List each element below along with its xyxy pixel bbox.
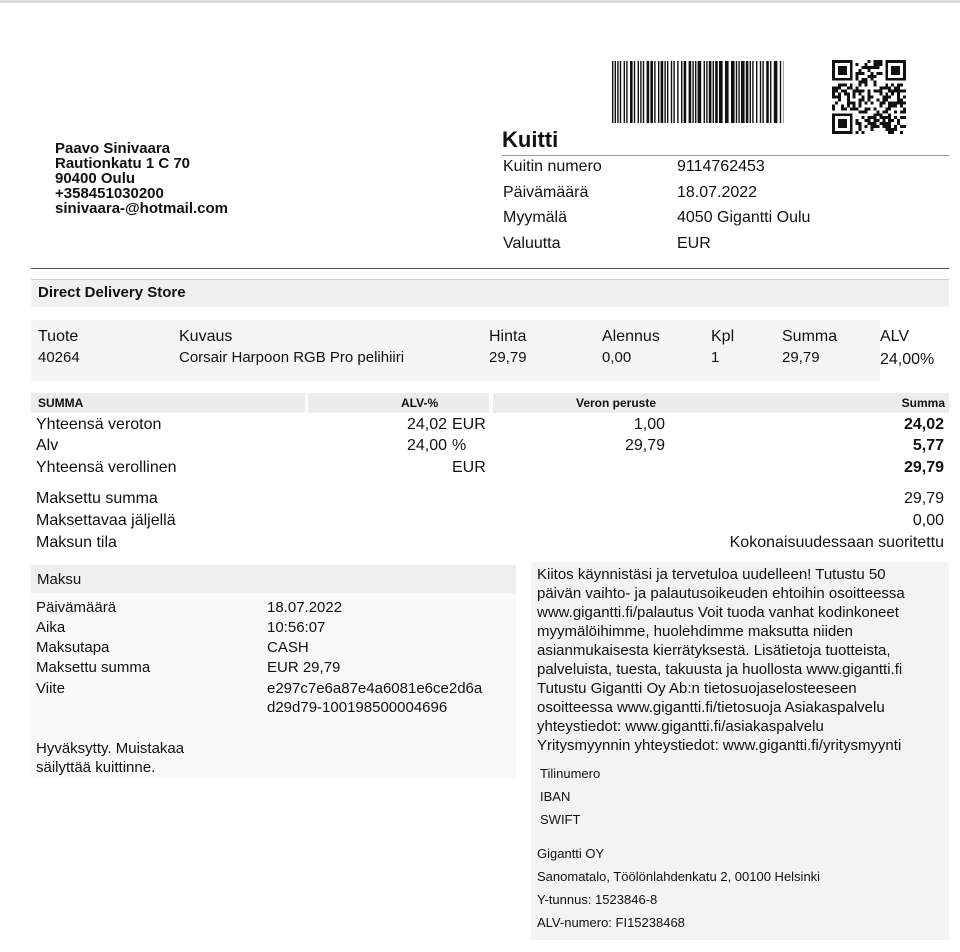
summary-unit: % (452, 437, 467, 454)
col-header-discount: Alennus (602, 328, 660, 345)
payment-amount-value: EUR 29,79 (267, 659, 341, 676)
thank-you-message (537, 565, 947, 755)
summary-header-base: Veron peruste (576, 396, 657, 410)
top-border (0, 0, 960, 3)
qr-code-image (830, 60, 908, 134)
receipt-store-value: 4050 Gigantti Oulu (677, 209, 811, 226)
summary-unit: EUR (452, 416, 486, 433)
item-discount: 0,00 (602, 349, 632, 366)
item-vat: 24,00% (880, 351, 935, 368)
remaining-value: 0,00 (912, 512, 944, 529)
receipt-store-label: Myymälä (503, 209, 568, 226)
item-price: 29,79 (489, 349, 527, 366)
payment-method-label: Maksutapa (36, 639, 110, 656)
payment-box-title: Maksu (37, 571, 82, 588)
summary-header-sum: Summa (901, 396, 945, 410)
customer-street: Rautionkatu 1 C 70 (55, 155, 191, 172)
account-number-label: Tilinumero (540, 766, 601, 781)
remaining-label: Maksettavaa jäljellä (36, 512, 176, 529)
payment-reference-value-cont: d29d79-100198500004696 (267, 699, 448, 716)
customer-phone: +358451030200 (55, 185, 164, 202)
store-section-label: Direct Delivery Store (38, 284, 186, 301)
paid-amount-value: 29,79 (903, 490, 944, 507)
summary-label: Yhteensä verollinen (36, 459, 177, 476)
message-line: Tutustu Gigantti Oy Ab:n tietosuojaselosteeseen (537, 680, 857, 697)
summary-vat-value: 24,00 (406, 437, 447, 454)
receipt-store-row (503, 209, 810, 235)
message-line: asianmukaisesta kierrätyksestä. Lisätietoja tuotteista, (537, 642, 891, 659)
customer-name: Paavo Sinivaara (55, 140, 171, 157)
receipt-number-row (503, 158, 810, 184)
message-line: yhteystiedot: www.gigantti.fi/asiakaspalvelu (537, 718, 824, 735)
payment-reference-value: e297c7e6a87e4a6081e6ce2d6a (267, 680, 483, 697)
receipt-currency-label: Valuutta (503, 234, 561, 252)
summary-sum-value: 29,79 (903, 459, 944, 476)
message-line: palveluista, tuesta, takuusta ja huollosta www.gigantti.fi (537, 661, 903, 678)
message-line: osoitteessa www.gigantti.fi/tietosuoja Asiakaspalvelu (537, 699, 885, 716)
item-product-code: 40264 (38, 349, 80, 366)
payment-reference-label: Viite (36, 680, 65, 697)
payment-time-label: Aika (36, 619, 66, 636)
receipt-info (503, 158, 810, 260)
receipt-date-label: Päivämäärä (503, 183, 589, 201)
summary-base-value: 29,79 (624, 437, 665, 454)
company-address: Sanomatalo, Töölönlahdenkatu 2, 00100 Helsinki (537, 869, 821, 884)
summary-header-vat: ALV-% (401, 396, 439, 410)
receipt-currency-row (503, 235, 810, 261)
col-header-product: Tuote (38, 328, 79, 345)
business-id: Y-tunnus: 1523846-8 (537, 892, 658, 907)
store-section-header (31, 279, 949, 307)
col-header-qty: Kpl (711, 328, 735, 345)
summary-base-value: 1,00 (633, 416, 665, 433)
receipt-currency-value: EUR (677, 234, 711, 252)
customer-city: 90400 Oulu (55, 170, 136, 187)
payment-date-label: Päivämäärä (36, 599, 117, 616)
receipt-date-value: 18.07.2022 (677, 183, 758, 201)
payment-box-header (31, 565, 516, 593)
payment-date-value: 18.07.2022 (267, 599, 343, 616)
item-description: Corsair Harpoon RGB Pro pelihiiri (179, 349, 405, 366)
col-header-vat: ALV (880, 328, 910, 345)
message-line: www.gigantti.fi/palautus Voit tuoda vanhat kodinkoneet (537, 604, 899, 621)
summary-label: Yhteensä veroton (36, 416, 162, 433)
summary-sum-value: 24,02 (903, 416, 944, 433)
header-divider (31, 268, 949, 269)
swift-label: SWIFT (540, 812, 581, 827)
receipt-number-value: 9114762453 (677, 158, 765, 175)
iban-label: IBAN (540, 789, 571, 804)
summary-label: Alv (36, 437, 59, 454)
item-sum: 29,79 (782, 349, 820, 366)
summary-sum-value: 5,77 (912, 437, 944, 454)
payment-time-value: 10:56:07 (267, 619, 326, 636)
col-header-price: Hinta (489, 328, 527, 345)
item-qty: 1 (711, 349, 720, 366)
title-divider (502, 155, 949, 156)
payment-state-label: Maksun tila (36, 534, 117, 551)
message-line: Kiitos käynnistäsi ja tervetuloa uudelleen! Tutustu 50 (537, 566, 886, 583)
vat-number: ALV-numero: FI15238468 (537, 915, 685, 930)
summary-header (31, 393, 949, 413)
payment-amount-label: Maksettu summa (36, 659, 151, 676)
items-table-background (31, 320, 880, 382)
summary-vat-value: 24,02 (406, 416, 447, 433)
barcode-image (612, 61, 785, 123)
paid-amount-label: Maksettu summa (36, 490, 158, 507)
message-line: Yritysmyynnin yhteystiedot: www.gigantti.fi/yritysmyynti (537, 737, 902, 754)
payment-state-value: Kokonaisuudessaan suoritettu (729, 534, 944, 551)
receipt-number-label: Kuitin numero (503, 158, 602, 175)
message-line: päivän vaihto- ja palautusoikeuden ehtoihin osoitteessa (537, 585, 905, 602)
approval-note-line: Hyväksytty. Muistakaa (36, 740, 185, 757)
company-name: Gigantti OY (537, 846, 605, 861)
summary-header-label: SUMMA (38, 396, 84, 410)
summary-unit: EUR (452, 459, 486, 476)
col-header-sum: Summa (782, 328, 838, 345)
customer-email: sinivaara-@hotmail.com (55, 200, 229, 217)
receipt-date-row (503, 184, 810, 210)
approval-note-line: säilyttää kuittinne. (36, 759, 156, 776)
receipt-title: Kuitti (502, 127, 559, 152)
customer-address (55, 141, 228, 216)
approval-note (36, 739, 184, 777)
col-header-description: Kuvaus (179, 328, 233, 345)
message-line: myymälöihimme, huolehdimme maksutta niiden (537, 623, 853, 640)
payment-method-value: CASH (267, 639, 309, 656)
